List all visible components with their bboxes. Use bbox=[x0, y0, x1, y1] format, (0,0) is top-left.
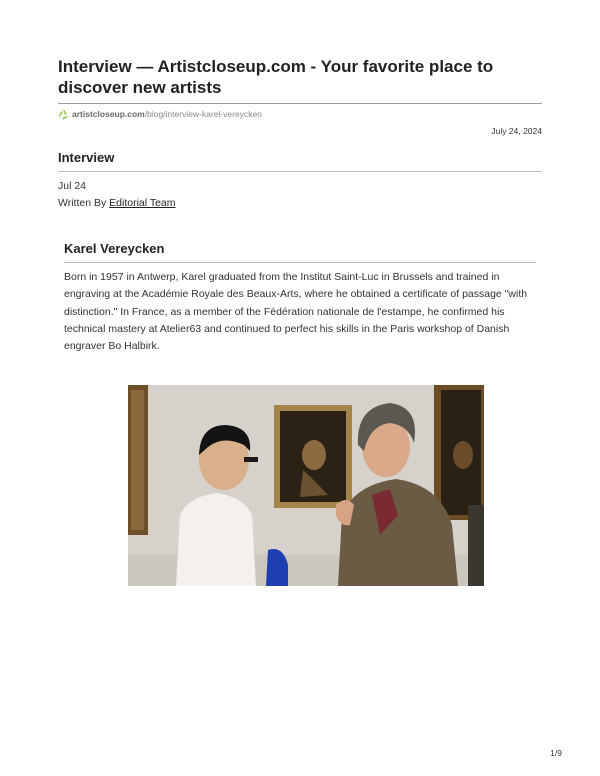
source-url[interactable] bbox=[58, 107, 262, 121]
source-path[interactable]: /blog/interview-karel-vereycken bbox=[144, 109, 262, 119]
interview-photo bbox=[128, 385, 484, 586]
source-domain[interactable]: artistcloseup.com bbox=[72, 109, 145, 119]
section-heading: Interview bbox=[58, 150, 115, 165]
title-divider bbox=[58, 103, 542, 104]
artist-bio: Born in 1957 in Antwerp, Karel graduated from the Institut Saint-Luc in Brussels and trained in engraving at the Académie Royale des Beaux-Arts, where he obtained a certificate of passage "with distinction." In France, as a member of the Fédération nationale de l'estampe, he confirmed his technical mastery at Atelier63 and continued to perfect his skills in the Paris workshop of Danish engraver Bo Halbirk. bbox=[64, 271, 528, 353]
artist-name-heading: Karel Vereycken bbox=[64, 241, 165, 256]
artist-divider bbox=[64, 262, 536, 263]
written-by-label: Written By bbox=[58, 197, 107, 209]
article-byline bbox=[58, 197, 176, 209]
document-title: Interview — Artistcloseup.com - Your favorite place to discover new artists bbox=[58, 57, 494, 97]
page-number: 1/9 bbox=[550, 748, 562, 758]
recycle-icon bbox=[58, 109, 69, 120]
author-link[interactable]: Editorial Team bbox=[109, 197, 176, 209]
article-date: Jul 24 bbox=[58, 180, 87, 192]
document-date: July 24, 2024 bbox=[491, 126, 542, 136]
section-divider bbox=[58, 171, 542, 172]
